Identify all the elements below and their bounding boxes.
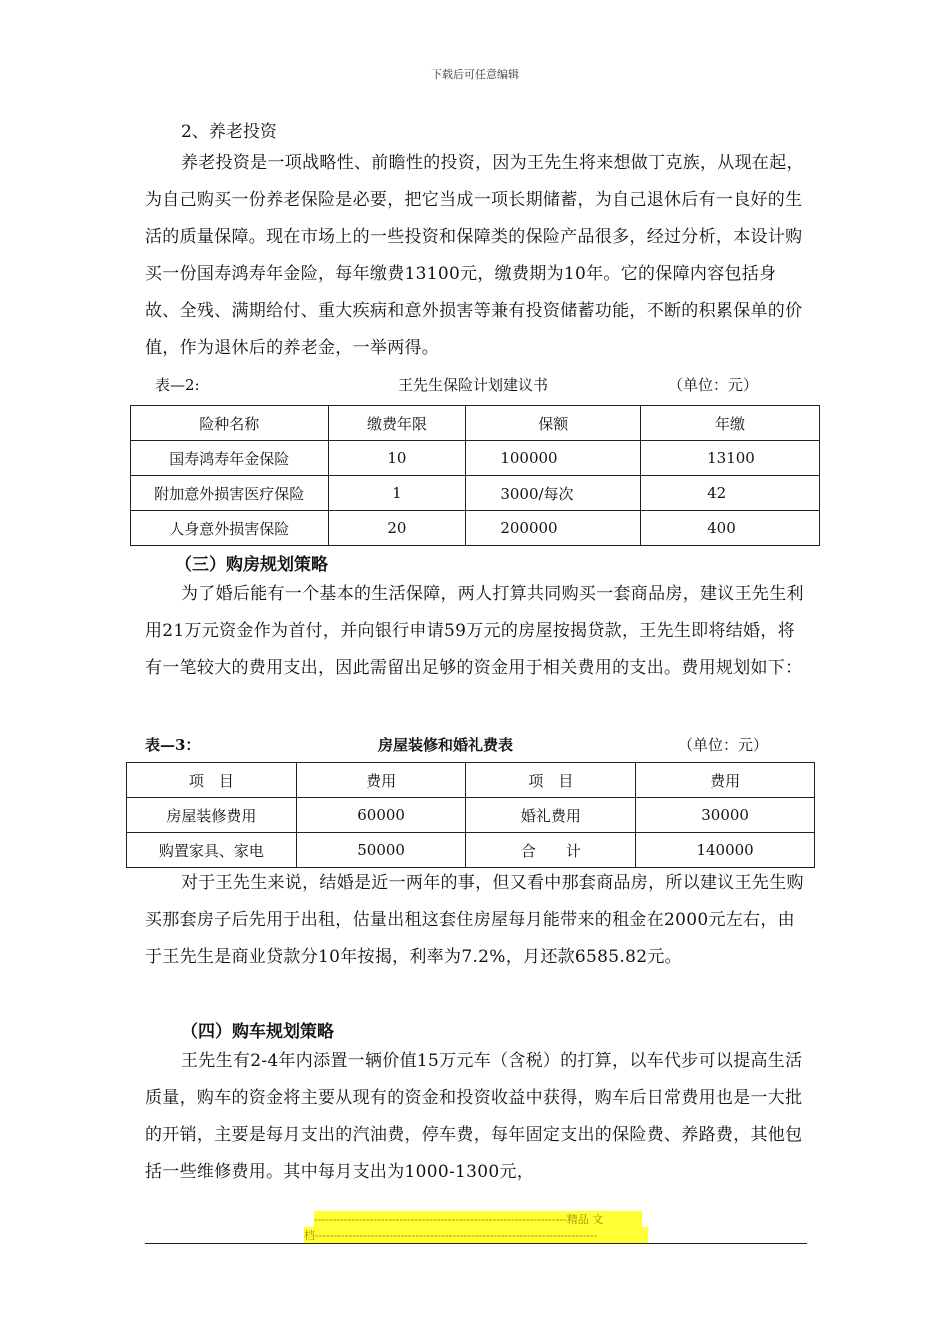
header-cell: 项 目 [466, 763, 636, 798]
header-cell: 保额 [466, 406, 641, 441]
table-cell: 13100 [641, 441, 820, 476]
table-row [131, 476, 820, 511]
table-cell: 婚礼费用 [466, 798, 636, 833]
table-cell: 3000/每次 [466, 476, 641, 511]
header-cell: 费用 [636, 763, 815, 798]
section-2-paragraph: 养老投资是一项战略性、前瞻性的投资，因为王先生将来想做丁克族，从现在起，为自己购买一份养老保险是必要，把它当成一项长期储蓄，为自己退休后有一良好的生活的质量保障。现在市场上的一些投资和保障类的保险产品很多，经过分析，本设计购买一份国寿鸿寿年金险，每年缴费13100元，缴费期为10年。它的保障内容包括身故、全残、满期给付、重大疾病和意外损害等兼有投资储蓄功能，不断的积累保单的价值，作为退休后的养老金，一举两得。 [145, 153, 804, 358]
table-row [127, 798, 815, 833]
footer-watermark-line-1: --------------------------------------------------------------------精品 文 [314, 1211, 642, 1227]
section-4-title: （四）购车规划策略 [181, 1022, 334, 1042]
section-3-title: （三）购房规划策略 [175, 555, 328, 575]
section-3-paragraph: 为了婚后能有一个基本的生活保障，两人打算共同购买一套商品房，建议王先生利用21万元资金作为首付，并向银行申请59万元的房屋按揭贷款，王先生即将结婚，将有一笔较大的费用支出，因此需留出足够的资金用于相关费用的支出。费用规划如下： [145, 584, 804, 678]
header-cell: 项 目 [127, 763, 297, 798]
header-cell: 缴费年限 [328, 406, 466, 441]
section-3-paragraph-2: 对于王先生来说，结婚是近一两年的事，但又看中那套商品房，所以建议王先生购买那套房子后先用于出租，估量出租这套住房屋每月能带来的租金在2000元左右，由于王先生是商业贷款分10年按揭，利率为7.2%，月还款6585.82元。 [145, 873, 804, 967]
table-2-label: 表—2: [155, 376, 200, 394]
section-4-paragraph: 王先生有2-4年内添置一辆价值15万元车（含税）的打算，以车代步可以提高生活质量，购车的资金将主要从现有的资金和投资收益中获得，购车后日常费用也是一大批的开销，主要是每月支出的汽油费，停车费，每年固定支出的保险费、养路费，其他包括一些维修费用。其中每月支出为1000-1300元， [145, 1051, 803, 1182]
table-cell: 购置家具、家电 [127, 833, 297, 868]
page-header: 下载后可任意编辑 [431, 68, 519, 81]
table-cell: 42 [641, 476, 820, 511]
table-cell: 50000 [296, 833, 466, 868]
table-cell: 200000 [466, 511, 641, 546]
table-cell: 140000 [636, 833, 815, 868]
table-cell: 1 [328, 476, 466, 511]
table-3-label: 表—3： [145, 736, 201, 754]
header-cell: 险种名称 [131, 406, 329, 441]
table-cell: 20 [328, 511, 466, 546]
table-header-row [131, 406, 820, 441]
table-row [127, 833, 815, 868]
table-cell: 合 计 [466, 833, 636, 868]
table-2-title: 王先生保险计划建议书 [398, 376, 549, 394]
table-cell: 100000 [466, 441, 641, 476]
header-cell: 年缴 [641, 406, 820, 441]
table-cell: 10 [328, 441, 466, 476]
table-3-title: 房屋装修和婚礼费表 [378, 736, 514, 754]
table-3-unit: （单位：元） [678, 736, 769, 754]
insurance-plan-table [130, 405, 820, 546]
table-cell: 400 [641, 511, 820, 546]
table-cell: 30000 [636, 798, 815, 833]
table-row [131, 511, 820, 546]
table-cell: 附加意外损害医疗保险 [131, 476, 329, 511]
table-2-unit: （单位：元） [668, 376, 759, 394]
table-header-row [127, 763, 815, 798]
footer-watermark-line-2: 档---------------------------------------------------------------------------- [304, 1227, 648, 1243]
table-cell: 国寿鸿寿年金保险 [131, 441, 329, 476]
expense-table [126, 762, 815, 868]
table-cell: 人身意外损害保险 [131, 511, 329, 546]
header-cell: 费用 [296, 763, 466, 798]
footer-divider [145, 1243, 807, 1244]
table-row [131, 441, 820, 476]
table-cell: 房屋装修费用 [127, 798, 297, 833]
table-cell: 60000 [296, 798, 466, 833]
section-2-title: 2、养老投资 [181, 122, 277, 142]
